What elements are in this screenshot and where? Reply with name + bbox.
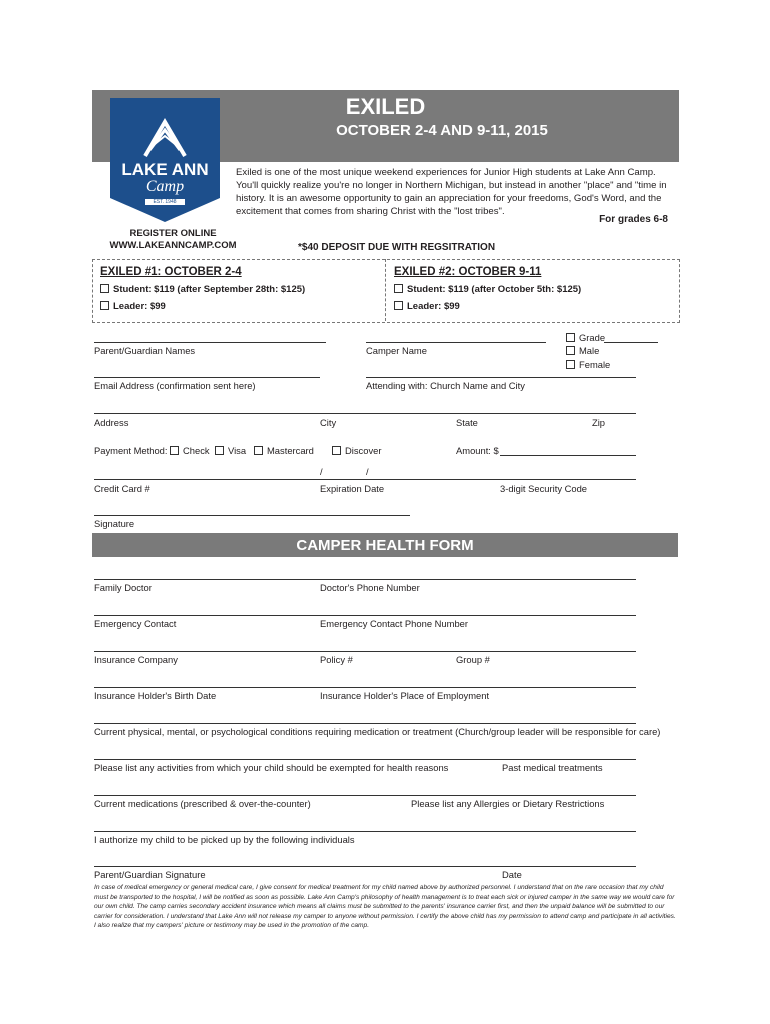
security-code-label: 3-digit Security Code (500, 483, 588, 494)
female-option[interactable]: Female (566, 359, 610, 370)
checkbox[interactable] (566, 360, 575, 369)
checkbox[interactable] (170, 446, 179, 455)
option1-heading: EXILED #1: OCTOBER 2-4 (100, 266, 242, 278)
address-line[interactable] (94, 413, 636, 414)
logo-script: Camp (145, 178, 185, 195)
policy-label: Policy # (320, 654, 353, 665)
expiration-label: Expiration Date (320, 483, 385, 494)
parent-signature-line[interactable] (94, 866, 636, 867)
attending-line[interactable] (366, 377, 636, 378)
checkbox[interactable] (215, 446, 224, 455)
exempt-label: Please list any activities from which your child should be exempted for health reasons (94, 762, 449, 773)
checkbox[interactable] (100, 301, 109, 310)
checkbox[interactable] (100, 284, 109, 293)
insurance-line[interactable] (94, 651, 636, 652)
logo-text: LAKE ANN (121, 160, 209, 179)
deposit-note: *$40 DEPOSIT DUE WITH REGSITRATION (298, 242, 496, 253)
consent-text: In case of medical emergency or general medical care, I give consent for medical treatment for my child named above by authorized personnel. I understand that on the rare occasion that my child must be transported to the hospital, I will be notified as soon as possible. Lake Ann Camp's philosophy of health management is to treat each sick or injured camper in the same way we would care for our own child. The camp carries secondary accident insurance which means all claims must be submitted to the parents' insurance carrier first, and then the unpaid balance will be submitted to our carrier for consideration. I understand that Lake Ann will not release my camper to anyone without permission. I certify the above child has my permission to attend camp and participate in all activities. I also realize that my campers' picture or testimony may be used in the promotion of the camp. (94, 884, 676, 929)
group-label: Group # (456, 654, 490, 665)
emergency-line[interactable] (94, 615, 636, 616)
insurance-company-label: Insurance Company (94, 654, 178, 665)
option2-leader[interactable]: Leader: $99 (394, 301, 460, 312)
parent-names-line[interactable] (94, 342, 326, 343)
health-form-title: CAMPER HEALTH FORM (296, 537, 474, 554)
amount-label: Amount: $ (456, 445, 499, 456)
option2-heading: EXILED #2: OCTOBER 9-11 (394, 266, 542, 278)
emergency-contact-label: Emergency Contact (94, 618, 177, 629)
intro-text: Exiled is one of the most unique weekend experiences for Junior High students at Lake Ann Camp. You'll quickly realize you're no longer in Northern Michigan, but instead in another "place" and "time in history. It is an awesome opportunity to gain an appreciation for your freedoms, God's Word, and the excitement that comes from sharing Christ with the "lost tribes". (236, 167, 667, 217)
signature-label: Signature (94, 518, 135, 529)
checkbox[interactable] (254, 446, 263, 455)
event-dates: OCTOBER 2-4 AND 9-11, 2015 (336, 122, 548, 139)
family-doctor-label: Family Doctor (94, 582, 152, 593)
camper-name-line[interactable] (366, 342, 546, 343)
email-line[interactable] (94, 377, 320, 378)
exempt-line[interactable] (94, 759, 636, 760)
register-url[interactable]: WWW.LAKEANNCAMP.COM (109, 240, 237, 251)
visa-option[interactable]: Visa (215, 445, 246, 456)
option1-leader[interactable]: Leader: $99 (100, 301, 166, 312)
checkbox[interactable] (566, 346, 575, 355)
state-label: State (456, 417, 478, 428)
male-option[interactable]: Male (566, 345, 599, 356)
expiry-slash-1: / (320, 466, 323, 477)
option2-student[interactable]: Student: $119 (after October 5th: $125) (394, 284, 581, 295)
grade-line[interactable] (604, 342, 658, 343)
option1-student[interactable]: Student: $119 (after September 28th: $125) (100, 284, 305, 295)
checkbox[interactable] (394, 284, 403, 293)
checkbox[interactable] (332, 446, 341, 455)
credit-card-line[interactable] (94, 479, 636, 480)
doctor-phone-label: Doctor's Phone Number (320, 582, 420, 593)
register-line1: REGISTER ONLINE (129, 228, 217, 239)
conditions-label: Current physical, mental, or psychological conditions requiring medication or treatment (Church/group leader will be responsible for care) (94, 726, 661, 737)
payment-method-label: Payment Method: (94, 445, 168, 456)
discover-option[interactable]: Discover (332, 445, 381, 456)
holder-birth-label: Insurance Holder's Birth Date (94, 690, 217, 701)
parent-names-label: Parent/Guardian Names (94, 345, 196, 356)
email-label: Email Address (confirmation sent here) (94, 380, 256, 391)
holder-line[interactable] (94, 687, 636, 688)
pickup-line[interactable] (94, 831, 636, 832)
address-label: Address (94, 417, 129, 428)
medications-label: Current medications (prescribed & over-the-counter) (94, 798, 311, 809)
lake-ann-camp-logo (110, 98, 220, 222)
past-treatments-label: Past medical treatments (502, 762, 603, 773)
date-label: Date (502, 869, 522, 880)
parent-signature-label: Parent/Guardian Signature (94, 869, 206, 880)
credit-card-label: Credit Card # (94, 483, 150, 494)
city-label: City (320, 417, 337, 428)
emergency-phone-label: Emergency Contact Phone Number (320, 618, 468, 629)
conditions-line[interactable] (94, 723, 636, 724)
medications-line[interactable] (94, 795, 636, 796)
amount-line[interactable] (500, 455, 636, 456)
signature-line[interactable] (94, 515, 410, 516)
checkbox[interactable] (566, 333, 575, 342)
zip-label: Zip (592, 417, 606, 428)
health-form-bar (92, 533, 678, 557)
grades-note: For grades 6-8 (599, 214, 668, 225)
holder-employment-label: Insurance Holder's Place of Employment (320, 690, 490, 701)
register-online[interactable] (88, 228, 258, 252)
check-option[interactable]: Check (170, 445, 210, 456)
camper-name-label: Camper Name (366, 345, 427, 356)
attending-label: Attending with: Church Name and City (366, 380, 525, 391)
event-title: EXILED (345, 94, 426, 119)
allergies-label: Please list any Allergies or Dietary Restrictions (411, 798, 605, 809)
mastercard-option[interactable]: Mastercard (254, 445, 314, 456)
expiry-slash-2: / (366, 466, 369, 477)
grade-option[interactable]: Grade (566, 332, 605, 343)
options-divider (385, 259, 386, 321)
checkbox[interactable] (394, 301, 403, 310)
doctor-line[interactable] (94, 579, 636, 580)
pickup-label: I authorize my child to be picked up by the following individuals (94, 834, 355, 845)
logo-est: EST. 1948 (145, 199, 185, 205)
